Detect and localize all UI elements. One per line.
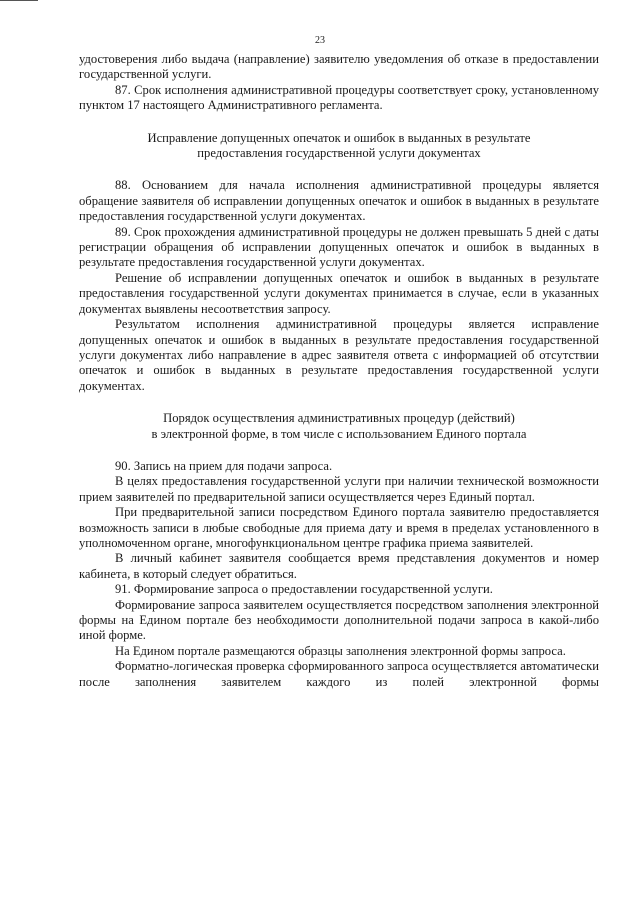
paragraph: В целях предоставления государственной услуги при наличии технической возможности прием заявителей по предварительной записи осуществляется через Единый портал. (79, 474, 599, 504)
paragraph: 90. Запись на прием для подачи запроса. (115, 458, 333, 473)
paragraph: Форматно-логическая проверка сформированного запроса осуществляется автоматически после заполнения заявителем каждого из полей электронной формы (79, 659, 599, 689)
paragraph: В личный кабинет заявителя сообщается время представления документов и номер кабинета, в который следует обратиться. (79, 551, 599, 581)
top-rule (0, 0, 38, 1)
paragraph: 88. Основанием для начала исполнения административной процедуры является обращение заявителя об исправлении допущенных опечаток и ошибок в выданных в результате предоставления государственной услуги документах. (79, 178, 599, 224)
paragraph: удостоверения либо выдача (направление) заявителю уведомления об отказе в предоставлении государственной услуги. (79, 52, 599, 82)
paragraph: 87. Срок исполнения административной процедуры соответствует сроку, установленному пунктом 17 настоящего Административного регламента. (79, 82, 599, 113)
section-heading (79, 131, 599, 162)
page-number: 23 (315, 35, 325, 46)
section-heading-line: предоставления государственной услуги документах (197, 146, 481, 161)
paragraph: Результатом исполнения административной процедуры является исправление допущенных опечаток и ошибок в выданных в результате предоставления государственной услуги документах либо направление в адрес заявителя ответа с информацией об отсутствии опечаток и ошибок в выданных в результате предоставления государственной услуги документах. (79, 317, 599, 393)
section-heading (79, 411, 599, 442)
paragraph: 91. Формирование запроса о предоставлении государственной услуги. (115, 582, 493, 597)
section-heading-line: Исправление допущенных опечаток и ошибок в выданных в результате (147, 130, 531, 145)
document-body (79, 52, 599, 690)
paragraph: На Едином портале размещаются образцы заполнения электронной формы запроса. (115, 643, 566, 658)
paragraph: Решение об исправлении допущенных опечаток и ошибок в выданных в результате предоставления государственной услуги документах принимается в случае, если в указанных документах выявлены несоответствия запросу. (79, 270, 599, 316)
paragraph: 89. Срок прохождения административной процедуры не должен превышать 5 дней с даты регистрации обращения об исправлении допущенных опечаток и ошибок в выданных в результате предоставления государственной услуги документах. (79, 224, 599, 270)
section-heading-line: Порядок осуществления административных процедур (действий) (163, 411, 515, 426)
paragraph: Формирование запроса заявителем осуществляется посредством заполнения электронной формы на Едином портале без необходимости дополнительной подачи запроса в какой-либо иной форме. (79, 597, 599, 643)
section-heading-line: в электронной форме, в том числе с использованием Единого портала (151, 426, 527, 441)
paragraph: При предварительной записи посредством Единого портала заявителю предоставляется возможность записи в любые свободные для приема дату и время в пределах установленного в уполномоченном органе, многофункциональном центре графика приема заявителей. (79, 505, 599, 550)
